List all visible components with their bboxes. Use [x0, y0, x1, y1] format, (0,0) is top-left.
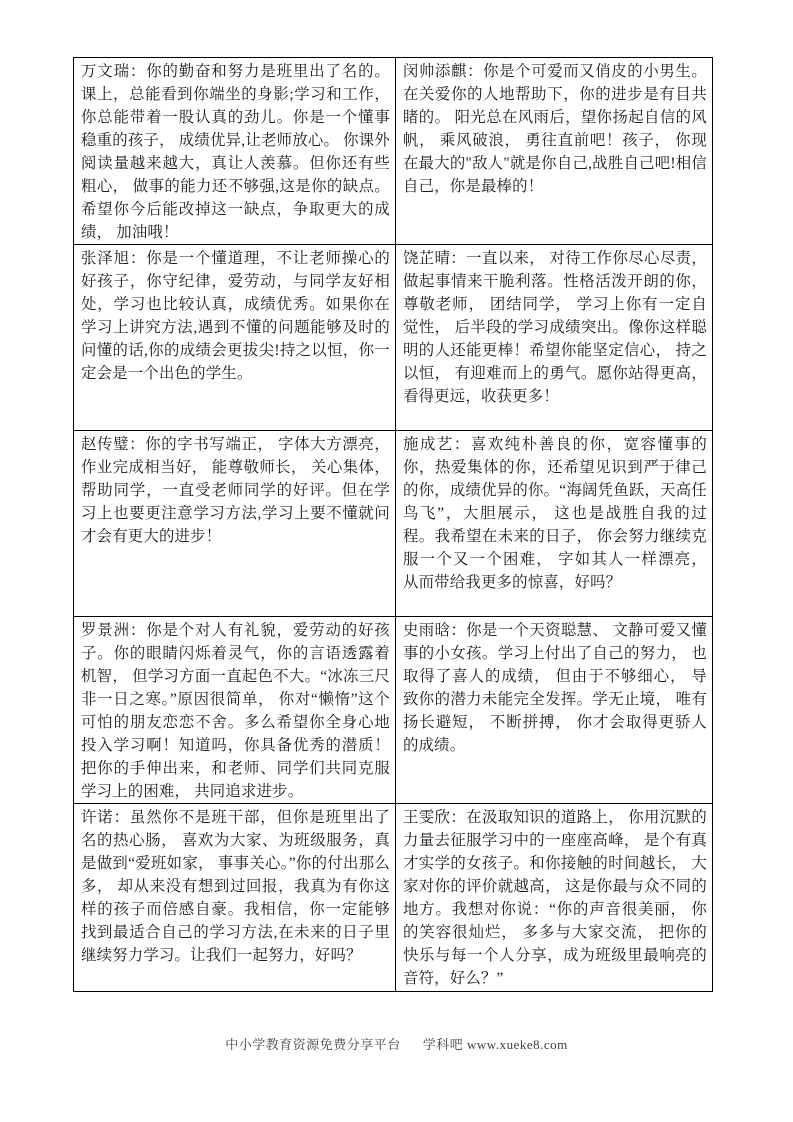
- student-comment: [403, 806, 707, 988]
- student-comment: [81, 619, 390, 801]
- comment-text: 喜欢纯朴善良的你，宽容懂事的你，热爱集体的你，还希望见识到严于律己的你，成绩优异的你。“海阔凭鱼跃，天高任鸟飞”，大胆展示， 这也是战胜自我的过程。我希望在未来的日子， 你会努力继续克服一个又一个困难， 字如其人一样漂亮， 从而带给我更多的惊喜，好吗？: [403, 436, 707, 591]
- comment-cell-raozhiqing: [396, 245, 713, 431]
- student-name: 罗景洲：: [81, 622, 147, 639]
- comment-text: 你的勤奋和努力是班里出了名的。课上，总能看到你端坐的身影;学习和工作，你总能带着一股认真的劲儿。你是一个懂事稳重的孩子， 成绩优异,让老师放心。 你课外阅读量越来越大，真让人羡慕。但你还有些粗心， 做事的能力还不够强,这是你的缺点。希望你今后能改掉这一缺点，争取更大的成绩， 加油哦！: [81, 63, 390, 241]
- student-comment: [403, 433, 707, 594]
- comment-cell-luojingzhou: [74, 617, 396, 804]
- page-footer: [0, 1036, 793, 1054]
- student-name: 王雯欣：: [403, 809, 467, 826]
- table-row: [74, 245, 713, 431]
- comment-cell-xunuo: [74, 804, 396, 992]
- student-comment: [403, 247, 707, 408]
- comment-cell-zhangzexu: [74, 245, 396, 431]
- comment-text: 虽然你不是班干部，但你是班里出了名的热心肠， 喜欢为大家、为班级服务，真是做到“爱班如家， 事事关心。”你的付出那么多， 却从来没有想到过回报，我真为有你这样的孩子而倍感自豪。我相信，你一定能够找到最适合自己的学习方法,在未来的日子里继续努力学习。让我们一起努力，好吗？: [81, 809, 390, 964]
- comment-text: 一直以来， 对待工作你尽心尽责，做起事情来干脆利落。性格活泼开朗的你，尊敬老师， 团结同学， 学习上你有一定自觉性， 后半段的学习成绩突出。像你这样聪明的人还能更棒！希望你能坚定信心， 持之以恒， 有迎难而上的勇气。愿你站得更高， 看得更远，收获更多！: [403, 250, 707, 405]
- table-row: [74, 58, 713, 245]
- footer-platform-text: 中小学教育资源免费分享平台: [225, 1037, 401, 1052]
- comment-cell-wanwenrui: [74, 58, 396, 245]
- comment-cell-shichengyi: [396, 431, 713, 617]
- table-row: [74, 804, 713, 992]
- student-name: 赵传璧：: [81, 436, 146, 453]
- comment-text: 你是一个天资聪慧、 文静可爱又懂事的小女孩。学习上付出了自己的努力， 也取得了喜人的成绩， 但由于不够细心， 导致你的潜力未能完全发挥。学无止境， 唯有扬长避短， 不断拼搏， 你才会取得更骄人的成绩。: [403, 622, 707, 754]
- student-comment: [81, 806, 390, 967]
- comment-text: 你是一个懂道理，不让老师操心的好孩子，你守纪律，爱劳动，与同学友好相处，学习也比较认真，成绩优秀。如果你在学习上讲究方法,遇到不懂的问题能够及时的问懂的话,你的成绩会更拔尖!持之以恒，你一定会是一个出色的学生。: [81, 250, 390, 382]
- comment-text: 你是个对人有礼貌，爱劳动的好孩子。你的眼睛闪烁着灵气，你的言语透露着机智， 但学习方面一直起色不大。“冰冻三尺非一日之寒。”原因很简单， 你对“懒惰”这个可怕的朋友恋恋不舍。多么希望你全身心地投入学习啊！知道吗，你具备优秀的潜质！把你的手伸出来，和老师、同学们共同克服学习上的困难， 共同追求进步。: [81, 622, 390, 800]
- student-name: 万文瑞：: [81, 63, 147, 80]
- table-row: [74, 617, 713, 804]
- footer-site-link: 学科吧 www.xueke8.com: [422, 1037, 568, 1052]
- student-name: 饶芷晴：: [403, 250, 467, 267]
- student-comments-table: [73, 57, 713, 992]
- student-comment: [403, 619, 707, 757]
- student-comment: [81, 247, 390, 385]
- student-name: 史雨晗：: [403, 622, 467, 639]
- comment-cell-zhaochuanbi: [74, 431, 396, 617]
- student-comment: [81, 433, 390, 548]
- comment-text: 在汲取知识的道路上， 你用沉默的力量去征服学习中的一座座高峰， 是个有真才实学的女孩子。和你接触的时间越长， 大家对你的评价就越高， 这是你最与众不同的地方。我想对你说：“你的声音很美丽， 你的笑容很灿烂， 多多与大家交流， 把你的快乐与每一个人分享，成为班级里最响亮的音符，好么？”: [403, 809, 707, 987]
- student-name: 闵帅添麒：: [403, 63, 484, 80]
- student-name: 施成艺：: [403, 436, 471, 453]
- comment-text: 你的字书写端正， 字体大方漂亮，作业完成相当好， 能尊敬师长， 关心集体，帮助同学，一直受老师同学的好评。但在学习上也要更注意学习方法,学习上要不懂就问才会有更大的进步！: [81, 436, 390, 545]
- student-name: 许诺：: [81, 809, 130, 826]
- comment-text: 你是个可爱而又俏皮的小男生。在关爱你的人地帮助下，你的进步是有目共睹的。 阳光总在风雨后，望你扬起自信的风帆， 乘风破浪， 勇往直前吧！孩子， 你现在最大的"敌人"就是你自己,战胜自己吧!相信自己，你是最棒的！: [403, 63, 707, 195]
- student-name: 张泽旭：: [81, 250, 147, 267]
- table-row: [74, 431, 713, 617]
- student-comment: [403, 60, 707, 198]
- comment-cell-shiyuhan: [396, 617, 713, 804]
- student-comment: [81, 60, 390, 242]
- comment-cell-minshuaitianqi: [396, 58, 713, 245]
- comment-cell-wangwenxin: [396, 804, 713, 992]
